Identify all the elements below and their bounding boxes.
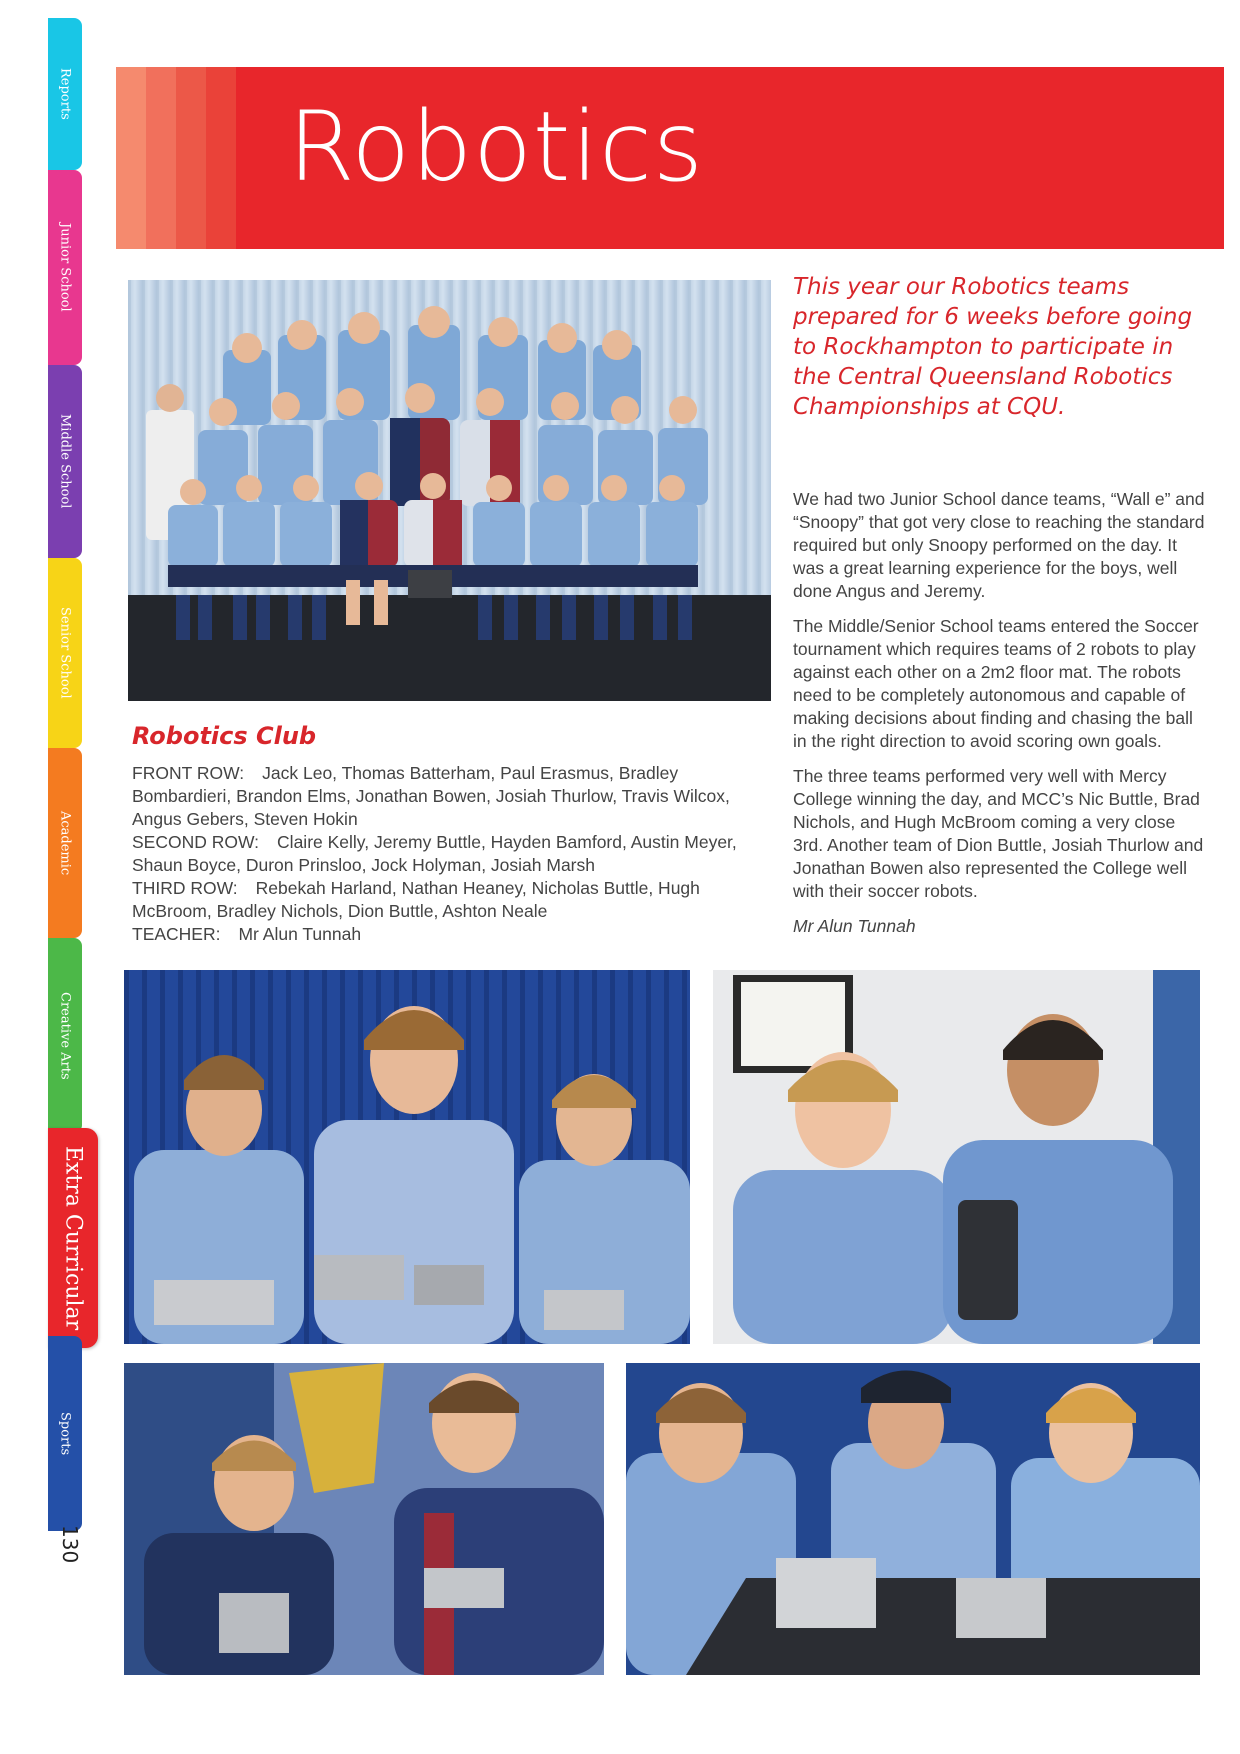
- row-label: FRONT ROW:: [132, 763, 245, 783]
- tab-label: Senior School: [57, 607, 73, 699]
- tab-label: Academic: [57, 810, 73, 876]
- row-label: SECOND ROW:: [132, 832, 260, 852]
- tab-extra-curricular[interactable]: [48, 1128, 98, 1348]
- row-third: [132, 877, 770, 923]
- row-second: [132, 831, 770, 877]
- tab-label: Junior School: [57, 223, 73, 312]
- photo-three-boys-table: [626, 1363, 1200, 1675]
- body-paragraph: The three teams performed very well with Mercy College winning the day, and MCC’s Nic Buttle, Brad Nichols, and Hugh McBroom coming a very close 3rd. Another team of Dion Buttle, Josiah Thurlow and Jonathan Bowen also represented the College well with their soccer robots.: [793, 766, 1204, 901]
- tab-label: Sports: [57, 1411, 73, 1456]
- body-paragraph: We had two Junior School dance teams, “Wall e” and “Snoopy” that got very close to reaching the standard required but only Snoopy performed on the day. It was a great learning experience for the boys, well done Angus and Jeremy.: [793, 489, 1205, 601]
- tab-label: Extra Curricular: [60, 1145, 86, 1331]
- article-body: [793, 488, 1205, 950]
- row-label: TEACHER:: [132, 924, 221, 944]
- author-signature: Mr Alun Tunnah: [793, 916, 916, 936]
- tab-academic[interactable]: [48, 748, 82, 938]
- intro-text: This year our Robotics teams prepared for 6 weeks before going to Rockhampton to participate in the Central Queensland Robotics Championships at CQU.: [793, 274, 1193, 420]
- tab-label: Reports: [57, 68, 73, 120]
- club-names: [132, 762, 770, 946]
- row-names: Claire Kelly, Jeremy Buttle, Hayden Bamford, Austin Meyer, Shaun Boyce, Duron Prinsloo, Jock Holyman, Josiah Marsh: [132, 832, 737, 875]
- body-paragraph: The Middle/Senior School teams entered the Soccer tournament which requires teams of 2 robots to play against each other on a 2m2 floor mat. The robots need to be completely autonomous and capable of making decisions about finding and chasing the ball in the right direction to avoid scoring own goals.: [793, 616, 1199, 751]
- tab-junior-school[interactable]: [48, 170, 82, 365]
- club-caption-title: Robotics Club: [132, 722, 317, 750]
- tab-sports[interactable]: [48, 1336, 82, 1531]
- group-photo: [128, 280, 771, 701]
- tab-label: Creative Arts: [57, 991, 73, 1080]
- page-number: 130: [58, 1525, 82, 1564]
- tab-senior-school[interactable]: [48, 558, 82, 748]
- tab-middle-school[interactable]: [48, 365, 82, 558]
- row-names: Mr Alun Tunnah: [238, 924, 362, 944]
- row-front: [132, 762, 770, 831]
- row-names: Jack Leo, Thomas Batterham, Paul Erasmus, Bradley Bombardieri, Brandon Elms, Jonathan Bowen, Josiah Thurlow, Travis Wilcox, Angus Gebers, Steven Hokin: [132, 763, 730, 829]
- row-label: THIRD ROW:: [132, 878, 238, 898]
- photo-two-boys-mural: [124, 1363, 604, 1675]
- photo-three-boys-robots: [124, 970, 690, 1344]
- row-names: Rebekah Harland, Nathan Heaney, Nicholas Buttle, Hugh McBroom, Bradley Nichols, Dion Buttle, Ashton Neale: [132, 878, 700, 921]
- title-banner: [116, 67, 1224, 249]
- tab-creative-arts[interactable]: [48, 938, 82, 1133]
- row-teacher: [132, 923, 770, 946]
- tab-reports[interactable]: [48, 18, 82, 170]
- photo-two-students-trophy: [713, 970, 1200, 1344]
- tab-label: Middle School: [57, 414, 73, 509]
- page-title: Robotics: [288, 91, 704, 203]
